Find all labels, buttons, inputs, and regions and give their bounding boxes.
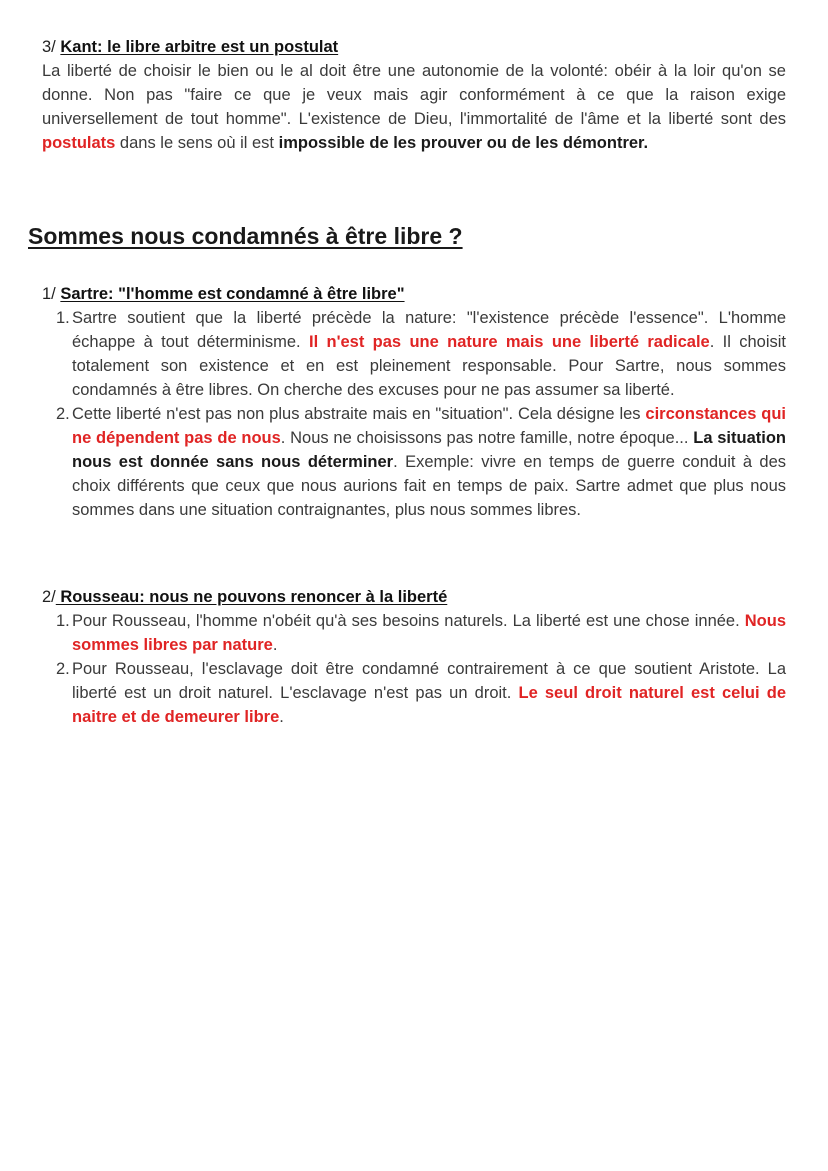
page-title: Sommes nous condamnés à être libre ?: [28, 223, 463, 249]
rousseau-heading-number: 2/: [42, 588, 56, 606]
sartre-heading-text: Sartre: "l'homme est condamné à être libre": [60, 285, 405, 303]
list-item: [42, 657, 786, 729]
list-item-number: 2.: [56, 660, 70, 678]
kant-heading-text: Kant: le libre arbitre est un postulat: [60, 38, 339, 56]
kant-text: La liberté de choisir le bien ou le al doit être une autonomie de la volonté: obéir à la loir qu'on se donne. Non pas "faire ce que je veux mais agir conformément à ce que la raison exige universellement de tout homme". L'existence de Dieu, l'immortalité de l'âme et la liberté sont des: [42, 62, 786, 128]
item-red-text: Le seul droit naturel est celui de naitre et de demeurer libre: [72, 684, 786, 726]
item-text: .: [272, 636, 278, 654]
item-red-text: Nous sommes libres par nature: [72, 612, 786, 654]
list-item-number: 1.: [56, 612, 70, 630]
item-red-text: circonstances qui ne dépendent pas de nous: [72, 405, 787, 447]
list-item: [42, 402, 786, 522]
rousseau-heading-text: Rousseau: nous ne pouvons renoncer à la liberté: [55, 588, 448, 606]
kant-bold-text: impossible de les prouver ou de les démontrer.: [278, 134, 649, 152]
kant-section: [42, 35, 786, 155]
sartre-heading: [42, 282, 786, 306]
kant-paragraph: [42, 59, 786, 155]
item-text: . Nous ne choisissons pas notre famille, notre époque...: [280, 429, 694, 447]
sartre-list: [42, 306, 786, 522]
item-text: Pour Rousseau, l'homme n'obéit qu'à ses besoins naturels. La liberté est une chose innée.: [72, 612, 745, 630]
item-text: Cette liberté n'est pas non plus abstraite mais en "situation". Cela désigne les: [72, 405, 646, 423]
list-item: [42, 609, 786, 657]
rousseau-section: [42, 585, 786, 729]
kant-red-term: postulats: [42, 134, 116, 152]
list-item-number: 1.: [56, 309, 70, 327]
sartre-section: [42, 282, 786, 522]
item-text: . Exemple: vivre en temps de guerre conduit à des choix différents que ceux que nous aurions fait en temps de paix. Sartre admet que plus nous sommes dans une situation contraignantes, plus nous sommes libres.: [72, 453, 786, 519]
rousseau-list: [42, 609, 786, 729]
kant-text-mid: dans le sens où il est: [115, 134, 279, 152]
list-item: [42, 306, 786, 402]
list-item-number: 2.: [56, 405, 70, 423]
kant-heading-number: 3/: [42, 38, 61, 56]
item-text: Sartre soutient que la liberté précède la nature: "l'existence précède l'essence". L'homme échappe à tout déterminisme.: [72, 309, 786, 351]
rousseau-heading: [42, 585, 786, 609]
item-text: . Il choisit totalement son existence et en est pleinement responsable. Pour Sartre, nous sommes condamnés à être libres. On cherche des excuses pour ne pas assumer sa liberté.: [72, 333, 787, 399]
item-text: .: [279, 708, 284, 726]
item-red-text: Il n'est pas une nature mais une liberté radicale: [308, 333, 710, 351]
item-bold-text: La situation nous est donnée sans nous déterminer: [72, 429, 786, 471]
item-text: Pour Rousseau, l'esclavage doit être condamné contrairement à ce que soutient Aristote. La liberté est un droit naturel. L'esclavage n'est pas un droit.: [72, 660, 786, 702]
kant-heading: [42, 35, 786, 59]
sartre-heading-number: 1/: [42, 285, 61, 303]
